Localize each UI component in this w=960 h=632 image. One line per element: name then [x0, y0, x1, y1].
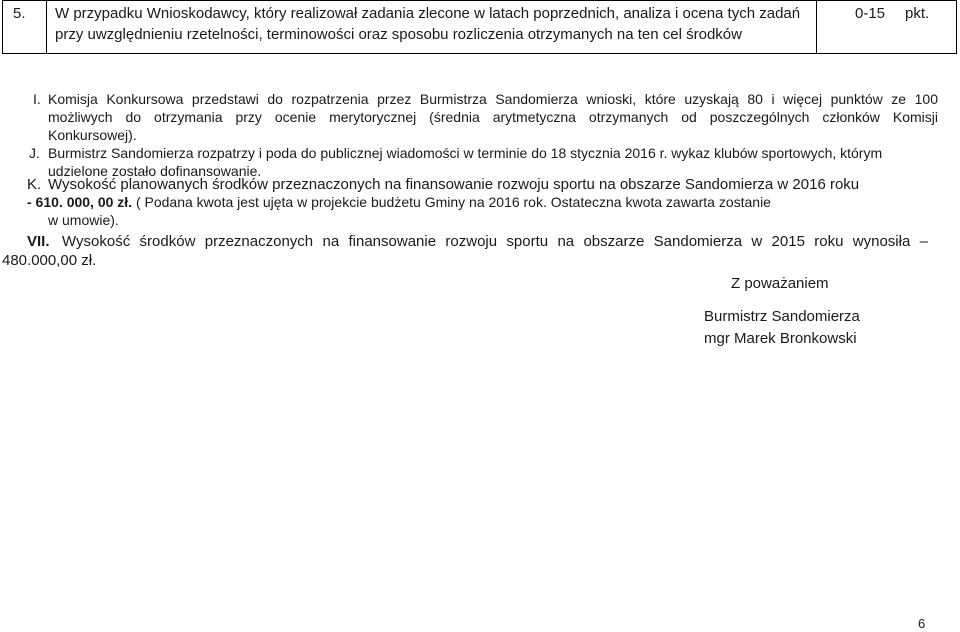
section-k-line-3: w umowie). [48, 212, 119, 228]
section-k-label: K. [27, 176, 42, 193]
section-vii-line-2: 480.000,00 zł. [2, 252, 97, 269]
section-vii-label: VII. [27, 233, 50, 250]
section-i-line-1: Komisja Konkursowa przedstawi do rozpatrzenia przez Burmistrza Sandomierza wnioski, które uzyskają 80 i więcej punktów ze 100 [48, 91, 938, 107]
planned-amount: - 610. 000, 00 zł. [27, 194, 133, 210]
section-k-line-2-text: ( Podana kwota jest ujęta w projekcie budżetu Gminy na 2016 rok. Ostateczna kwota zawarta zostanie [132, 194, 771, 210]
points-cell [817, 1, 956, 53]
page-number: 6 [918, 616, 926, 631]
section-vii-line-1: Wysokość środków przeznaczonych na finansowanie rozwoju sportu na obszarze Sandomierza w 2015 roku wynosiła – [62, 233, 928, 250]
closing-phrase: Z poważaniem [731, 275, 829, 292]
criteria-table-row [2, 0, 957, 54]
row-number-cell [3, 1, 47, 53]
points-value: 0-15 [855, 5, 886, 22]
signatory-title: Burmistrz Sandomierza [704, 308, 860, 325]
section-i-label: I. [33, 91, 41, 107]
criterion-description-cell [47, 1, 817, 53]
points-unit: pkt. [905, 5, 930, 22]
section-k-line-1: Wysokość planowanych środków przeznaczonych na finansowanie rozwoju sportu na obszarze Sandomierza w 2016 roku [48, 176, 860, 193]
criterion-description: W przypadku Wnioskodawcy, który realizował zadania zlecone w latach poprzednich, analiza i ocena tych zadań przy uwzględnieniu rzetelności, terminowości oraz sposobu rozliczenia otrzymanych na ten cel środków [55, 5, 801, 43]
section-j-line-1: Burmistrz Sandomierza rozpatrzy i poda do publicznej wiadomości w terminie do 18 stycznia 2016 r. wykaz klubów sportowych, którym [48, 145, 883, 161]
signatory-name: mgr Marek Bronkowski [704, 330, 857, 347]
section-i-line-3: Konkursowej). [48, 127, 137, 143]
row-number: 5. [13, 5, 26, 22]
section-j-line-2: udzielone zostało dofinansowanie. [48, 163, 262, 179]
section-i-line-2: możliwych do otrzymania przy ocenie merytorycznej (średnia arytmetyczna otrzymanych od poszczególnych członków Komisji [48, 109, 938, 125]
section-k-line-2 [27, 193, 771, 211]
section-j-label: J. [29, 145, 40, 161]
